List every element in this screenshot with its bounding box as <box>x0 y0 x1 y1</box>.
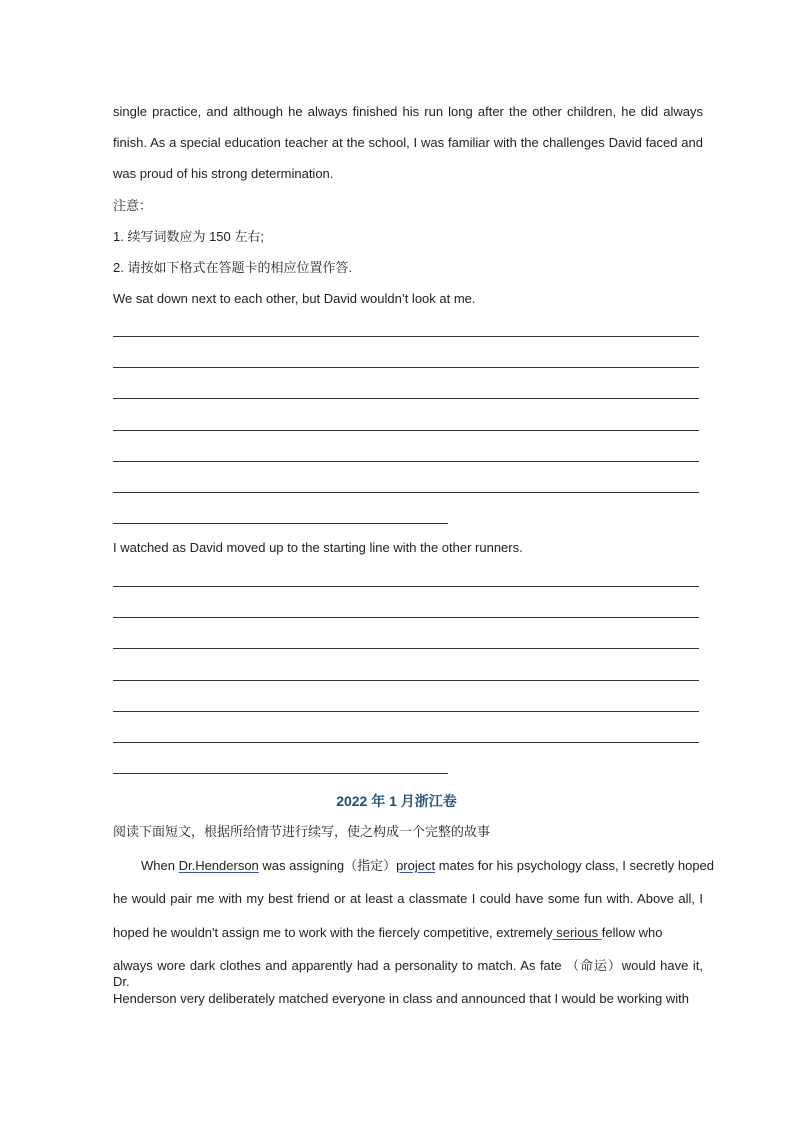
answer-line <box>113 680 699 681</box>
passage2-text: hoped he wouldn't assign me to work with the fiercely competitive, extremely <box>113 925 553 940</box>
answer-line <box>113 398 699 399</box>
answer-line <box>113 492 699 493</box>
notes-item-1: 1. 续写词数应为 150 左右; <box>113 229 264 244</box>
notes-label: 注意： <box>113 198 153 213</box>
continuation-prompt-1: We sat down next to each other, but David wouldn’t look at me. <box>113 291 476 306</box>
answer-line <box>113 742 699 743</box>
answer-line <box>113 617 699 618</box>
passage2-line-2: he would pair me with my best friend or at least a classmate I could have some fun with. Above all, I <box>113 891 703 906</box>
passage2-underlined: serious <box>552 925 602 940</box>
passage2-line-1 <box>113 858 715 874</box>
notes-item-2: 2. 请按如下格式在答题卡的相应位置作答. <box>113 260 353 275</box>
answer-line <box>113 430 699 431</box>
passage-line-1: single practice, and although he always finished his run long after the other children, he did always <box>113 104 703 119</box>
passage2-line-3 <box>113 925 703 941</box>
passage2-line-4: always wore dark clothes and apparently had a personality to match. As fate （命运）would have it, Dr. <box>113 958 703 989</box>
passage-line-3: was proud of his strong determination. <box>113 166 334 181</box>
answer-line <box>113 461 699 462</box>
passage2-underlined: project <box>396 858 436 873</box>
passage-line-2: finish. As a special education teacher at the school, I was familiar with the challenges David faced and <box>113 135 703 150</box>
passage2-text: mates for his psychology class, I secretly hoped <box>435 858 715 873</box>
passage2-underlined: Dr.Henderson <box>178 858 259 873</box>
passage2-text: fellow who <box>601 925 663 940</box>
answer-line <box>113 711 699 712</box>
answer-line-short <box>113 523 448 524</box>
continuation-prompt-2: I watched as David moved up to the starting line with the other runners. <box>113 540 523 555</box>
answer-line <box>113 648 699 649</box>
passage2-text: When <box>141 858 179 873</box>
section-title: 2022 年 1 月浙江卷 <box>336 793 457 809</box>
answer-line <box>113 367 699 368</box>
answer-line-short <box>113 773 448 774</box>
answer-line <box>113 336 699 337</box>
passage2-text: was assigning（指定） <box>258 858 397 873</box>
instruction: 阅读下面短文，根据所给情节进行续写，使之构成一个完整的故事 <box>113 824 491 839</box>
passage2-line-5: Henderson very deliberately matched everyone in class and announced that I would be working with <box>113 991 689 1006</box>
answer-line <box>113 586 699 587</box>
